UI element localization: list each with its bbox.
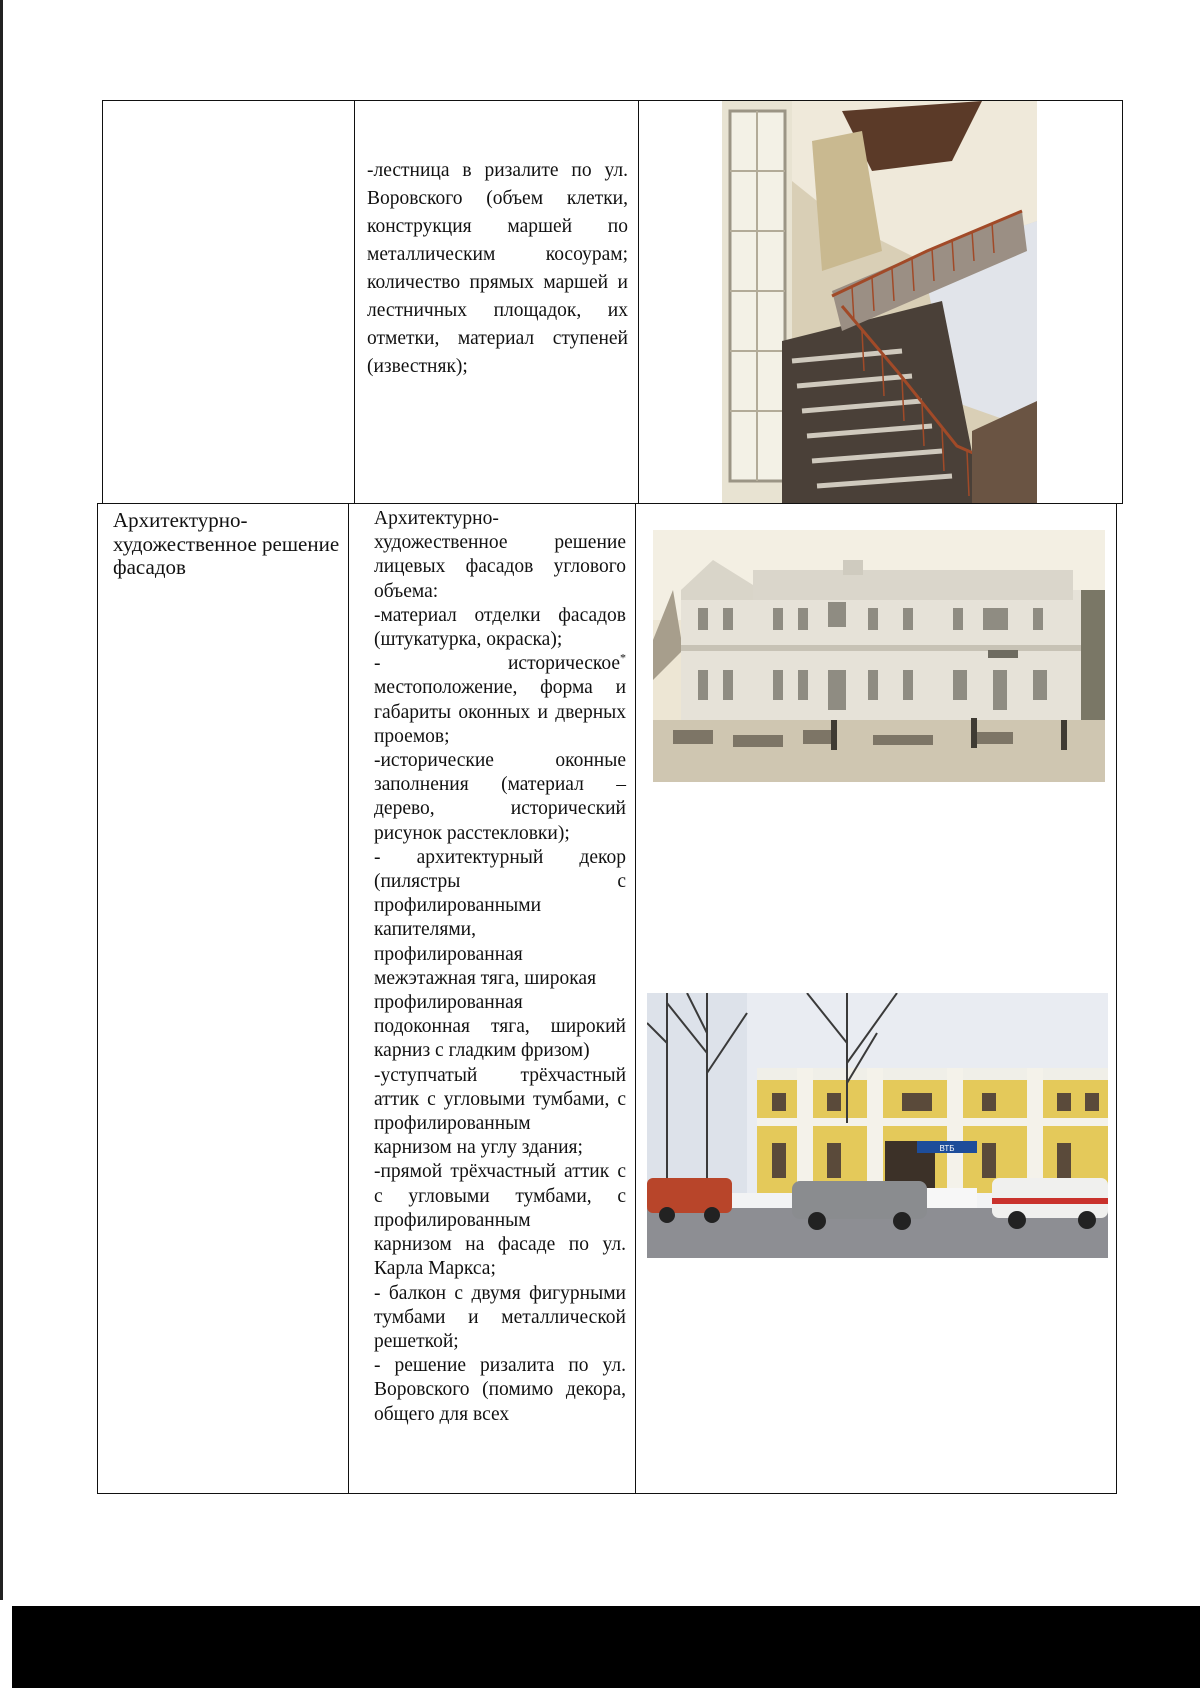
bank-sign: ВТБ xyxy=(939,1144,955,1153)
modern-building-photo xyxy=(647,993,1108,1258)
historic-building-photo xyxy=(653,530,1105,782)
criterion-cell xyxy=(103,101,355,504)
staircase-description: -лестница в ризалите по ул. Воровского (объем клетки, конструкция маршей по металлическим косоурам; количество прямых маршей и лестничных площадок, их отметки, материал ступеней (известняк); xyxy=(367,160,628,377)
staircase-photo xyxy=(722,101,1037,503)
criterion-cell xyxy=(98,504,349,1494)
facade-description: Архитектурно- художественное решение лицевых фасадов углового объема: -материал отделки фасадов (штукатурка, окраска); - историческое* местоположение, форма и габариты оконных и дверных проемов; -исторические оконные заполнения (материал – дерево, исторический рисунок расстекловки); - архитектурный декор (пилястры с профилированными капителями, профилированная межэтажная тяга, широкая профилированная подоконная тяга, широкий карниз с гладким фризом) -уступчатый трёхчастный аттик с угловыми тумбами, с профилированным карнизом на углу здания; -прямой трёхчастный аттик с с угловыми тумбами, с профилированным карнизом на фасаде по ул. Карла Маркса; - балкон с двумя фигурными тумбами и металлической решеткой; - решение ризалита по ул. Воровского (помимо декора, общего для всех xyxy=(374,508,626,1425)
description-cell xyxy=(349,504,636,1494)
scan-left-edge xyxy=(0,0,3,1600)
facade-criterion-title: Архитектурно-художественное решение фасадов xyxy=(113,508,340,579)
description-cell xyxy=(355,101,639,504)
scan-bottom-border xyxy=(12,1606,1200,1688)
